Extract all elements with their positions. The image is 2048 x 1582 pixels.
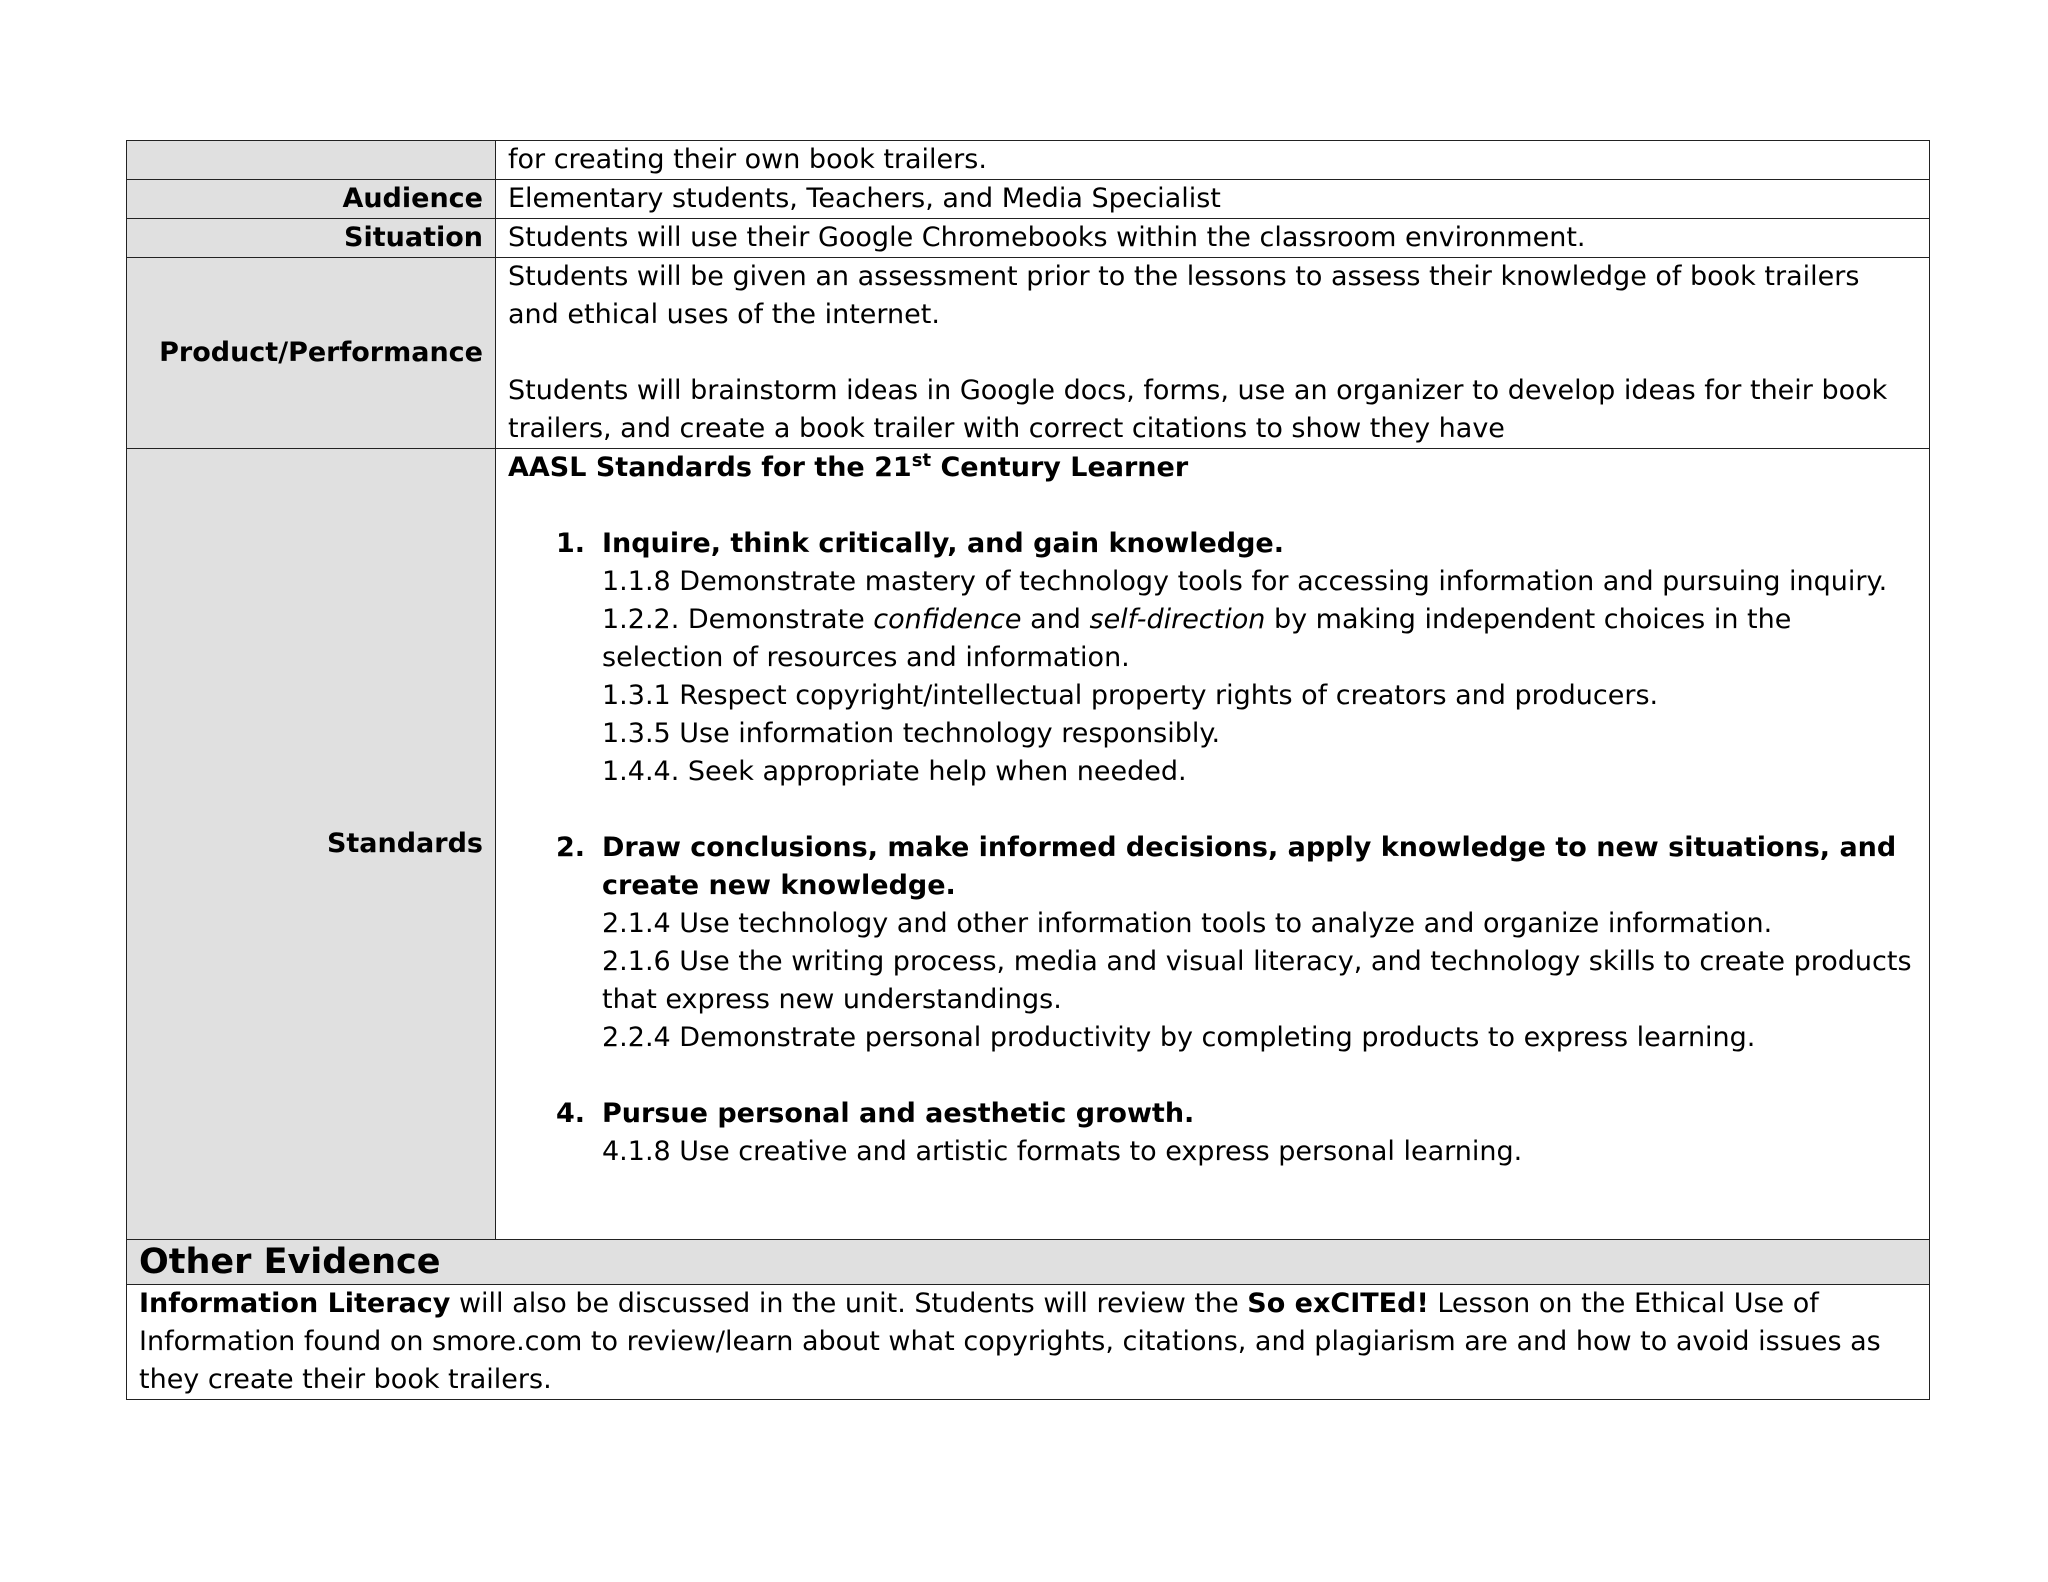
- evidence-bold-term: Information Literacy: [139, 1288, 451, 1319]
- other-evidence-header-row: [127, 1240, 1930, 1285]
- situation-row: [127, 219, 1930, 258]
- unit-plan-table: [126, 140, 1930, 1400]
- standard-group-heading: Draw conclusions, make informed decisions, apply knowledge to new situations, and create new knowledge.: [602, 832, 1897, 901]
- audience-label: Audience: [127, 180, 496, 219]
- standards-content: [496, 449, 1930, 1240]
- standards-title-text: AASL Standards for the 21: [508, 452, 912, 483]
- standard-item-text: by making independent choices in the selection of resources and information.: [602, 604, 1792, 673]
- standard-item: 1.1.8 Demonstrate mastery of technology tools for accessing information and pursuing inquiry.: [602, 566, 1888, 597]
- standard-item-text: and: [1021, 604, 1090, 635]
- situation-label: Situation: [127, 219, 496, 258]
- standards-title-sup: st: [911, 450, 932, 471]
- standard-group-number: 1.: [556, 528, 586, 559]
- intro-row: [127, 141, 1930, 180]
- standard-group-heading: Pursue personal and aesthetic growth.: [602, 1098, 1195, 1129]
- standard-item: 2.1.4 Use technology and other information tools to analyze and organize information.: [602, 908, 1773, 939]
- spacer: [508, 487, 1917, 525]
- product-paragraph-2: Students will brainstorm ideas in Google docs, forms, use an organizer to develop ideas for their book trailers, and create a book trailer with correct citations to show they have: [508, 375, 1888, 444]
- situation-text: Students will use their Google Chromebooks within the classroom environment.: [496, 219, 1930, 258]
- standard-item-text: 1.2.2. Demonstrate: [602, 604, 874, 635]
- standards-row: [127, 449, 1930, 1240]
- standard-group-number: 4.: [556, 1098, 586, 1129]
- standards-label: Standards: [127, 449, 496, 1240]
- product-content: [496, 258, 1930, 449]
- intro-label: [127, 141, 496, 180]
- standard-item-emphasis: confidence: [873, 604, 1022, 635]
- audience-text: Elementary students, Teachers, and Media Specialist: [496, 180, 1930, 219]
- standard-group-2: [508, 829, 1917, 1057]
- standards-title: [508, 449, 1917, 487]
- standard-item: 1.3.5 Use information technology responsibly.: [602, 718, 1221, 749]
- standard-item: 1.4.4. Seek appropriate help when needed.: [602, 756, 1187, 787]
- audience-row: [127, 180, 1930, 219]
- other-evidence-text: [127, 1285, 1930, 1400]
- standard-item-122: [602, 601, 1917, 677]
- other-evidence-row: [127, 1285, 1930, 1400]
- standard-item: 1.3.1 Respect copyright/intellectual property rights of creators and producers.: [602, 680, 1659, 711]
- standards-title-suffix: Century Learner: [931, 452, 1189, 483]
- intro-text: for creating their own book trailers.: [496, 141, 1930, 180]
- standard-item-emphasis: self-direction: [1089, 604, 1266, 635]
- standard-group-number: 2.: [556, 832, 586, 863]
- standard-item: 4.1.8 Use creative and artistic formats to express personal learning.: [602, 1136, 1523, 1167]
- standard-group-4: [508, 1095, 1917, 1171]
- standard-group-heading: Inquire, think critically, and gain knowledge.: [602, 528, 1285, 559]
- evidence-text: will also be discussed in the unit. Students will review the: [450, 1288, 1248, 1319]
- standard-item: 2.1.6 Use the writing process, media and visual literacy, and technology skills to create products that express new understandings.: [602, 946, 1912, 1015]
- evidence-text: Lesson on the Ethical Use of Information found on smore.com to review/learn about what copyrights, citations, and plagiarism are and how to avoid issues as they create their book trailers.: [139, 1288, 1881, 1395]
- product-row: [127, 258, 1930, 449]
- spacer: [508, 791, 1917, 829]
- evidence-bold-term: So exCITEd!: [1247, 1288, 1429, 1319]
- standard-item: 2.2.4 Demonstrate personal productivity by completing products to express learning.: [602, 1022, 1756, 1053]
- other-evidence-heading: Other Evidence: [127, 1240, 1930, 1285]
- spacer: [508, 334, 1917, 372]
- product-label: Product/Performance: [127, 258, 496, 449]
- product-paragraph-1: Students will be given an assessment prior to the lessons to assess their knowledge of book trailers and ethical uses of the internet.: [508, 261, 1860, 330]
- standard-group-1: [508, 525, 1917, 791]
- spacer: [508, 1057, 1917, 1095]
